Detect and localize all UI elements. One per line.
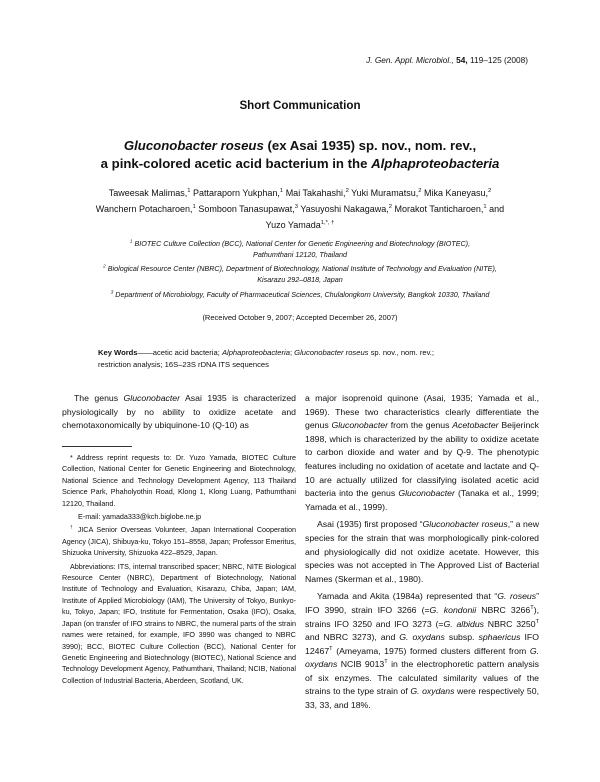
- article-title: Gluconobacter roseus (ex Asai 1935) sp. nov., nom. rev., a pink-colored acetic acid bacterium in the Alphaproteobacteria: [100, 138, 500, 171]
- footnote-rule: [62, 446, 132, 447]
- received-dates: (Received October 9, 2007; Accepted December 26, 2007): [202, 313, 398, 322]
- author: Yuzo Yamada$^{1,*, \dagger}$: [265, 220, 335, 230]
- author: Somboon Tanasupawat,$^3$: [198, 204, 298, 214]
- footnotes: [62, 452, 296, 686]
- paragraph: a major isoprenoid quinone (Asai, 1935; Yamada et al., 1969). These two characteristics clearly differentiate the genus Gluconobacter from the genus Acetobacter Beijerinck 1898, which is characterized by the ability to oxidize acetate to carbon dioxide and water and by Q-9. The phenotypic features including no oxidation of acetate and lactate and Q-10 are actually utilized for classifying isolated acetic acid bacteria into the genus Gluconobacter (Tanaka et al., 1999; Yamada et al., 1999).: [305, 393, 539, 512]
- left-column-body: The genus Gluconobacter Asai 1935 is characterized physiologically by no ability to oxidize acetate and chemotaxonomically by ubiquinone-10 (Q-10) as: [62, 393, 296, 431]
- keywords: Key Words——acetic acid bacteria; Alphaproteobacteria; Gluconobacter roseus sp. nov., nom. rev.; restriction analysis; 16S–23S rDNA ITS sequences: [98, 348, 435, 369]
- paragraph: Asai (1935) first proposed “Gluconobacter roseus,” a new species for the strain that was morphologically pink-colored and physiologically did not oxidize acetate. However, this species was not accepted in The Approved List of Bacterial Names (Skerman et al., 1980).: [305, 519, 539, 584]
- affiliation-3: $^3$ Department of Microbiology, Faculty of Pharmaceutical Sciences, Chulalongkorn University, Bangkok 10330, Thailand: [110, 289, 490, 299]
- footnote-dagger: † JICA Senior Overseas Volunteer, Japan International Cooperation Agency (JICA), Shibuya-ku, Tokyo 151–8558, Japan; Professor Emeritus, Shizuoka University, Shizuoka 422–8529, Japan.: [62, 525, 297, 558]
- footnote-correspondence: * Address reprint requests to: Dr. Yuzo Yamada, BIOTEC Culture Collection, National Center for Genetic Engineering and Biotechnology, National Science and Technology Development Agency, 113 Thailand Science Park, Phaholyothin Road, Klong 1, Klong Luang, Pathumthani 12120, Thailand.: [62, 453, 296, 508]
- author: Taweesak Malimas,$^1$: [108, 188, 191, 198]
- author: Morakot Tanticharoen,$^1$: [394, 204, 487, 214]
- author-conjunction: and: [489, 204, 505, 214]
- author: Pattaraporn Yukphan,$^1$: [193, 188, 284, 198]
- footnote-abbreviations: Abbreviations: ITS, internal transcribed spacer; NBRC, NITE Biological Resource Center (NBRC), Department of Biotechnology, National Institute of Technology and Evaluation, Kisarazu, Chiba, Japan; IAM, Institute of Applied Microbiology (IAM), The University of Tokyo, Bunkyo-ku, Tokyo, Japan; IFO, Institute for Fermentation, Osaka (IFO), Osaka, Japan (on transfer of IFO strains to NBRC, the numeral parts of the strain names were retained, for example, IFO 3990 was changed to NBRC 3990); BCC, BIOTEC Culture Collection (BCC), National Center for Genetic Engineering and Biotechnology (BIOTEC), National Science and Technology Development Agency, Pathumthani, Thailand; NCIB, National Collection of Industrial Bacteria, Aberdeen, Scotland, UK.: [62, 561, 296, 685]
- author: Mika Kaneyasu,$^2$: [423, 188, 492, 198]
- author-list: [90, 185, 510, 233]
- paragraph: Yamada and Akita (1984a) represented that “G. roseus” IFO 3990, strain IFO 3266 (=G. kondonii NBRC $3266^T$), strains IFO 3250 and IFO 3273 (=G. albidus NBRC $3250^T$ and NBRC 3273), and G. oxydans subsp. sphaericus IFO $12467^T$ (Ameyama, 1975) formed clusters different from G. oxydans NCIB $9013^T$ in the electrophoretic pattern analysis of six enzymes. The calculated similarity values of the strains to the type strain of G. oxydans were respectively 50, 33, 33, and 18%.: [305, 591, 540, 711]
- journal-pages: 119–125 (2008): [470, 55, 528, 65]
- footnote-email: E-mail: yamada333@kch.biglobe.ne.jp: [78, 512, 202, 522]
- section-heading: Short Communication: [239, 99, 361, 112]
- affiliation-1: $^1$ BIOTEC Culture Collection (BCC), National Center for Genetic Engineering and Biotechnology (BIOTEC), Pathumthani 12120, Thailand: [129, 238, 471, 259]
- affiliation-2: $^2$ Biological Resource Center (NBRC), Department of Biotechnology, National Institute of Technology and Evaluation (NITE), Kisarazu 292–0818, Japan: [103, 263, 497, 284]
- author: Yuki Muramatsu,$^2$: [351, 188, 422, 198]
- author: Yasuyoshi Nakagawa,$^2$: [300, 204, 392, 214]
- author: Mai Takahashi,$^2$: [285, 188, 349, 198]
- author: Wanchern Potacharoen,$^1$: [95, 204, 196, 214]
- journal-citation: J. Gen. Appl. Microbiol., 54, 119–125 (2008): [366, 55, 528, 65]
- right-column-body: [305, 392, 539, 713]
- journal-volume: 54,: [456, 55, 468, 65]
